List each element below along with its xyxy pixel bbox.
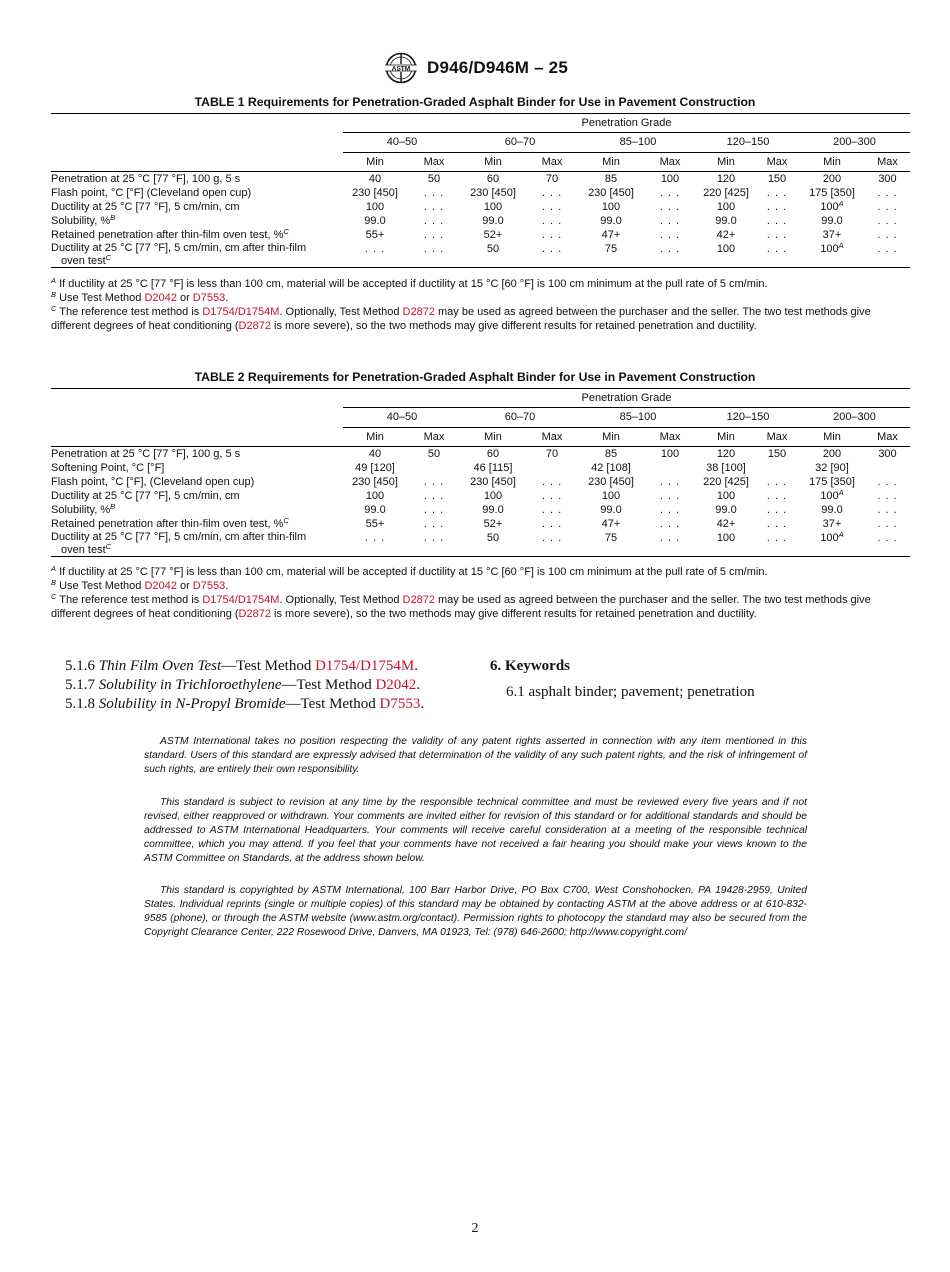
min-header: Min	[579, 428, 643, 447]
property-label: Flash point, °C [°F] (Cleveland open cup)	[51, 187, 252, 199]
table-cell: . . .	[407, 242, 461, 268]
table-cell: 120	[716, 173, 736, 185]
table-cell: 50	[461, 531, 525, 557]
table-cell: . . .	[659, 476, 681, 488]
copyright-notice-text: This standard is copyrighted by ASTM International, 100 Barr Harbor Drive, PO Box C700, West Conshohocken, PA 19428-2959, United States. Individual reprints (single or multiple copies) of this standard may be obtained by contacting ASTM at the above address or at 610-832-9585 (phone), or through the ASTM website (www.astm.org/contact). Permission rights to photocopy the standard may also be secured from the Copyright Clearance Center, 222 Rosewood Drive, Danvers, MA 01923, Tel: (978) 646-2600; http://www.copyright.com/	[144, 885, 807, 938]
table2-footnotes	[51, 565, 911, 621]
table-cell: 70	[545, 173, 559, 185]
standard-link[interactable]: D7553	[192, 292, 226, 304]
max-header: Max	[643, 428, 697, 447]
table-cell: . . .	[877, 490, 898, 502]
property-label: Retained penetration after thin-film oven test, %$^C$	[51, 516, 289, 530]
footnote-mark: C	[105, 252, 112, 262]
header-spacer	[51, 153, 343, 172]
table-cell: $100^A$	[799, 531, 865, 557]
table-cell: 230 [450]	[470, 187, 516, 199]
table-cell: 230 [450]	[352, 187, 398, 199]
table-cell: 75	[579, 531, 643, 557]
table-cell: . . .	[865, 531, 910, 557]
patent-notice	[144, 735, 807, 777]
header-spacer	[51, 114, 343, 133]
table-cell: 100	[601, 490, 621, 502]
max-header: Max	[407, 428, 461, 447]
table-cell: . . .	[877, 187, 898, 199]
min-header: Min	[697, 428, 755, 447]
section-item: 5.1.7 Solubility in Trichloroethylene—Test Method D2042.	[65, 677, 421, 693]
table-cell: 100	[483, 490, 503, 502]
footnote-c: $^C$ The reference test method is D1754/D1754M. Optionally, Test Method D2872 may be used as agreed between the purchaser and the seller. The two test methods give different degrees of heat conditioning (D2872 is more severe), so the two methods may give different results for retained penetration and ductility.	[51, 592, 871, 620]
table-row	[51, 461, 910, 475]
header-spacer	[51, 389, 343, 408]
table-cell: 100	[697, 531, 755, 557]
patent-notice-text: ASTM International takes no position respecting the validity of any patent rights asserted in connection with any item mentioned in this standard. Users of this standard are expressly advised that determination of the validity of any such patent rights, and the risk of infringement of such rights, are entirely their own responsibility.	[144, 736, 807, 775]
footnote-a: $^A$ If ductility at 25 °C [77 °F] is less than 100 cm, material will be accepted if ductility at 15 °C [60 °F] is 100 cm minimum at the pull rate of 5 cm/min.	[51, 564, 768, 578]
standard-link[interactable]: D1754/D1754M	[315, 658, 415, 674]
table-cell: 99.0	[715, 504, 737, 516]
table-cell: . . .	[423, 490, 445, 502]
standard-link[interactable]: D1754/D1754M	[202, 306, 280, 318]
footnote-b: $^B$ Use Test Method D2042 or D7553.	[51, 578, 229, 592]
min-header: Min	[579, 153, 643, 172]
table-cell: 220 [425]	[703, 476, 749, 488]
table-cell: . . .	[755, 242, 799, 268]
table-cell: 70	[545, 448, 559, 460]
table-cell: 46 [115]	[473, 462, 513, 474]
table-cell: . . .	[541, 187, 563, 199]
property-label: Ductility at 25 °C [77 °F], 5 cm/min, cm	[51, 490, 240, 502]
grade-1-header: 60–70	[461, 408, 579, 428]
table-cell: 42+	[716, 518, 736, 530]
standard-link[interactable]: D2042	[144, 292, 177, 304]
table-cell: 50	[461, 242, 525, 268]
table-cell: 47+	[601, 518, 621, 530]
table-cell: 60	[486, 173, 500, 185]
footnote-mark: C	[51, 592, 57, 601]
table-row	[51, 489, 910, 503]
property-label: Ductility at 25 °C [77 °F], 5 cm/min, cm	[51, 201, 240, 213]
table-cell: 85	[604, 448, 618, 460]
standard-link[interactable]: D2042	[375, 677, 417, 693]
grade-2-header: 85–100	[579, 408, 697, 428]
table-cell: 60	[486, 448, 500, 460]
max-header: Max	[643, 153, 697, 172]
table-cell: 37+	[822, 229, 842, 241]
table-cell: . . .	[659, 187, 681, 199]
table-cell: 175 [350]	[809, 187, 855, 199]
grade-0-header: 40–50	[343, 133, 461, 153]
table-row	[51, 447, 910, 462]
table-cell: 100	[483, 201, 503, 213]
grade-2-header: 85–100	[579, 133, 697, 153]
max-header: Max	[407, 153, 461, 172]
max-header: Max	[525, 153, 579, 172]
standard-link[interactable]: D1754/D1754M	[202, 594, 280, 606]
table-cell: 99.0	[715, 215, 737, 227]
table-cell	[755, 461, 799, 475]
table-cell: . . .	[659, 229, 681, 241]
table-cell: . . .	[877, 504, 898, 516]
standard-link[interactable]: D7553	[379, 696, 421, 712]
table-row	[51, 200, 910, 214]
table-cell: . . .	[659, 490, 681, 502]
section-item: 5.1.6 Thin Film Oven Test—Test Method D1754/D1754M.	[65, 658, 418, 674]
table-cell: . . .	[659, 215, 681, 227]
table-cell: 100	[660, 448, 680, 460]
table-cell: 99.0	[600, 504, 622, 516]
table-cell: 50	[427, 173, 441, 185]
table-cell: . . .	[766, 187, 788, 199]
grade-3-header: 120–150	[697, 408, 799, 428]
table-cell: 230 [450]	[352, 476, 398, 488]
table-cell: 230 [450]	[588, 187, 634, 199]
table-cell: 99.0	[821, 215, 843, 227]
max-header: Max	[865, 428, 910, 447]
table-cell: . . .	[877, 201, 898, 213]
table-cell: 50	[427, 448, 441, 460]
keywords-text: 6.1 asphalt binder; pavement; penetration	[506, 684, 755, 700]
table-cell: . . .	[541, 518, 563, 530]
footnote-mark: C	[105, 541, 112, 551]
page-header	[0, 52, 950, 84]
svg-text:ASTM: ASTM	[391, 65, 411, 73]
property-label: Penetration at 25 °C [77 °F], 100 g, 5 s	[51, 448, 241, 460]
document-designation: D946/D946M – 25	[427, 58, 568, 77]
footnote-mark: A	[838, 241, 844, 250]
table-cell: . . .	[541, 229, 563, 241]
section-title: Thin Film Oven Test	[98, 658, 222, 674]
grade-4-header: 200–300	[799, 408, 910, 428]
min-header: Min	[461, 428, 525, 447]
table-cell: . . .	[343, 531, 407, 557]
table-cell: 40	[368, 173, 382, 185]
table-cell: . . .	[541, 476, 563, 488]
table-cell: 99.0	[364, 504, 386, 516]
table-cell: 200	[822, 448, 842, 460]
table-cell: 99.0	[600, 215, 622, 227]
footnote-mark: B	[110, 502, 116, 511]
table-cell: . . .	[766, 229, 788, 241]
table-cell: . . .	[766, 490, 788, 502]
table-row	[51, 475, 910, 489]
table-row	[51, 186, 910, 200]
property-label: Ductility at 25 °C [77 °F], 5 cm/min, cm after thin-film oven test$^C$	[51, 531, 343, 557]
min-header: Min	[799, 153, 865, 172]
table-cell: . . .	[766, 201, 788, 213]
revision-notice	[144, 796, 807, 866]
property-label: Retained penetration after thin-film oven test, %$^C$	[51, 227, 289, 241]
table-cell: 100	[660, 173, 680, 185]
footnote-c: $^C$ The reference test method is D1754/D1754M. Optionally, Test Method D2872 may be used as agreed between the purchaser and the seller. The two test methods give different degrees of heat conditioning (D2872 is more severe), so the two methods may give different results for retained penetration and ductility.	[51, 304, 871, 332]
table-row	[51, 531, 910, 557]
copyright-notice	[144, 884, 807, 940]
property-label: Solubility, %$^B$	[51, 213, 116, 227]
table1	[51, 113, 910, 268]
astm-logo-icon	[383, 52, 419, 84]
footnote-mark: C	[51, 304, 57, 313]
footnote-mark: A	[51, 564, 57, 573]
table-row	[51, 242, 910, 268]
grade-3-header: 120–150	[697, 133, 799, 153]
footnote-mark: A	[838, 488, 844, 497]
table-row	[51, 214, 910, 228]
table-cell: 300	[878, 448, 897, 460]
min-header: Min	[343, 153, 407, 172]
footnote-mark: C	[283, 516, 289, 525]
table-cell: 40	[368, 448, 382, 460]
table-cell: . . .	[755, 531, 799, 557]
property-label-cont: oven test	[61, 254, 106, 267]
table-cell: 99.0	[821, 504, 843, 516]
table-cell: 150	[767, 173, 787, 185]
grade-4-header: 200–300	[799, 133, 910, 153]
table-cell: . . .	[659, 504, 681, 516]
property-label: Solubility, %$^B$	[51, 502, 116, 516]
penetration-grade-header: Penetration Grade	[343, 389, 910, 408]
table-row	[51, 228, 910, 242]
footnote-mark: B	[51, 578, 57, 587]
table-cell: . . .	[423, 229, 445, 241]
standard-link[interactable]: D2872	[238, 320, 271, 332]
min-header: Min	[343, 428, 407, 447]
footnote-mark: B	[51, 290, 57, 299]
table-cell: 38 [100]	[706, 462, 746, 474]
table-cell: . . .	[343, 242, 407, 268]
max-header: Max	[755, 153, 799, 172]
table-cell: $100^A$	[799, 242, 865, 268]
table-cell: 55+	[365, 518, 385, 530]
property-label-cont: oven test	[61, 543, 106, 556]
header-spacer	[51, 408, 343, 428]
table-cell: . . .	[541, 504, 563, 516]
table-cell: 100	[716, 201, 736, 213]
standard-link[interactable]: D2872	[238, 608, 271, 620]
table-cell: . . .	[525, 242, 579, 268]
table-cell: 220 [425]	[703, 187, 749, 199]
table-cell	[643, 461, 697, 475]
table-cell: 37+	[822, 518, 842, 530]
table-cell: $100^A$	[820, 488, 844, 502]
table-cell: 55+	[365, 229, 385, 241]
table-cell: 52+	[483, 518, 503, 530]
footnote-b: $^B$ Use Test Method D2042 or D7553.	[51, 290, 229, 304]
section-title: Solubility in Trichloroethylene	[98, 677, 282, 693]
standard-link[interactable]: D7553	[192, 580, 226, 592]
table-cell: 49 [120]	[355, 462, 395, 474]
table2	[51, 388, 910, 557]
table2-caption: TABLE 2 Requirements for Penetration-Graded Asphalt Binder for Use in Pavement Construction	[194, 370, 756, 384]
table-cell: . . .	[766, 476, 788, 488]
table-cell: . . .	[766, 518, 788, 530]
footnote-mark: A	[838, 199, 844, 208]
table-cell: 47+	[601, 229, 621, 241]
page-number: 2	[471, 1221, 479, 1236]
table-cell: 120	[716, 448, 736, 460]
table-cell: 52+	[483, 229, 503, 241]
table-cell: 100	[601, 201, 621, 213]
table-cell: 100	[697, 242, 755, 268]
table-cell: 175 [350]	[809, 476, 855, 488]
min-header: Min	[461, 153, 525, 172]
table-cell: 230 [450]	[470, 476, 516, 488]
footnote-mark: A	[838, 530, 844, 539]
footnote-a: $^A$ If ductility at 25 °C [77 °F] is less than 100 cm, material will be accepted if ductility at 15 °C [60 °F] is 100 cm minimum at the pull rate of 5 cm/min.	[51, 276, 768, 290]
grade-0-header: 40–50	[343, 408, 461, 428]
table-cell: 99.0	[482, 215, 504, 227]
table-cell: . . .	[659, 201, 681, 213]
standard-link[interactable]: D2042	[144, 580, 177, 592]
table-cell: . . .	[407, 531, 461, 557]
table1-footnotes	[51, 277, 911, 333]
table-cell	[865, 461, 910, 475]
footnote-mark: B	[110, 213, 116, 222]
table-cell: . . .	[643, 531, 697, 557]
table-cell: . . .	[423, 187, 445, 199]
table-cell: 200	[822, 173, 842, 185]
max-header: Max	[525, 428, 579, 447]
table-cell: . . .	[541, 215, 563, 227]
property-label: Softening Point, °C [°F]	[51, 462, 165, 474]
standard-link[interactable]: D2872	[402, 594, 435, 606]
section-item: 5.1.8 Solubility in N-Propyl Bromide—Test Method D7553.	[65, 696, 425, 712]
table-cell: 42+	[716, 229, 736, 241]
table-cell	[525, 461, 579, 475]
min-header: Min	[799, 428, 865, 447]
table-cell: . . .	[643, 242, 697, 268]
section-5-1-list	[65, 657, 475, 714]
table-row	[51, 172, 910, 187]
property-label: Penetration at 25 °C [77 °F], 100 g, 5 s	[51, 173, 241, 185]
table-cell: 99.0	[364, 215, 386, 227]
table-cell: . . .	[877, 229, 898, 241]
table-cell: . . .	[865, 242, 910, 268]
grade-1-header: 60–70	[461, 133, 579, 153]
penetration-grade-header: Penetration Grade	[343, 114, 910, 133]
table-cell: . . .	[877, 215, 898, 227]
table-cell: 100	[716, 490, 736, 502]
table-cell: 300	[878, 173, 897, 185]
table1-caption: TABLE 1 Requirements for Penetration-Graded Asphalt Binder for Use in Pavement Construction	[194, 95, 756, 109]
keywords-heading: 6. Keywords	[490, 658, 570, 674]
table-cell: $100^A$	[820, 199, 844, 213]
table-cell: . . .	[877, 476, 898, 488]
table-cell: . . .	[423, 504, 445, 516]
table-row	[51, 503, 910, 517]
table-cell: 99.0	[482, 504, 504, 516]
max-header: Max	[865, 153, 910, 172]
header-spacer	[51, 133, 343, 153]
table-cell	[407, 461, 461, 475]
table-cell: 85	[604, 173, 618, 185]
table-cell: 100	[365, 201, 385, 213]
max-header: Max	[755, 428, 799, 447]
table-cell: . . .	[541, 201, 563, 213]
min-header: Min	[697, 153, 755, 172]
table-cell: . . .	[423, 201, 445, 213]
section-title: Solubility in N-Propyl Bromide	[98, 696, 286, 712]
table-cell: 75	[579, 242, 643, 268]
table-cell: . . .	[541, 490, 563, 502]
table-cell: . . .	[659, 518, 681, 530]
property-label: Flash point, °C [°F], (Cleveland open cup)	[51, 476, 255, 488]
table-cell: . . .	[766, 504, 788, 516]
table-cell: . . .	[525, 531, 579, 557]
table-cell: . . .	[423, 215, 445, 227]
header-spacer	[51, 428, 343, 447]
footnote-mark: C	[283, 227, 289, 236]
table-cell: 230 [450]	[588, 476, 634, 488]
table-cell: 100	[365, 490, 385, 502]
property-label: Ductility at 25 °C [77 °F], 5 cm/min, cm after thin-film oven test$^C$	[51, 242, 343, 268]
table-cell: . . .	[423, 476, 445, 488]
standard-link[interactable]: D2872	[402, 306, 435, 318]
table-cell: . . .	[877, 518, 898, 530]
footnote-mark: A	[51, 276, 57, 285]
revision-notice-text: This standard is subject to revision at any time by the responsible technical committee and must be reviewed every five years and if not revised, either reapproved or withdrawn. Your comments are invited either for revision of this standard or for additional standards and should be addressed to ASTM International Headquarters. Your comments will receive careful consideration at a meeting of the responsible technical committee, which you may attend. If you feel that your comments have not received a fair hearing you should make your views known to the ASTM Committee on Standards, at the address shown below.	[144, 797, 807, 864]
table-cell: 42 [108]	[591, 462, 631, 474]
table-cell: . . .	[423, 518, 445, 530]
table-row	[51, 517, 910, 531]
table-cell: 150	[767, 448, 787, 460]
table-cell: . . .	[766, 215, 788, 227]
table-cell: 32 [90]	[815, 462, 849, 474]
